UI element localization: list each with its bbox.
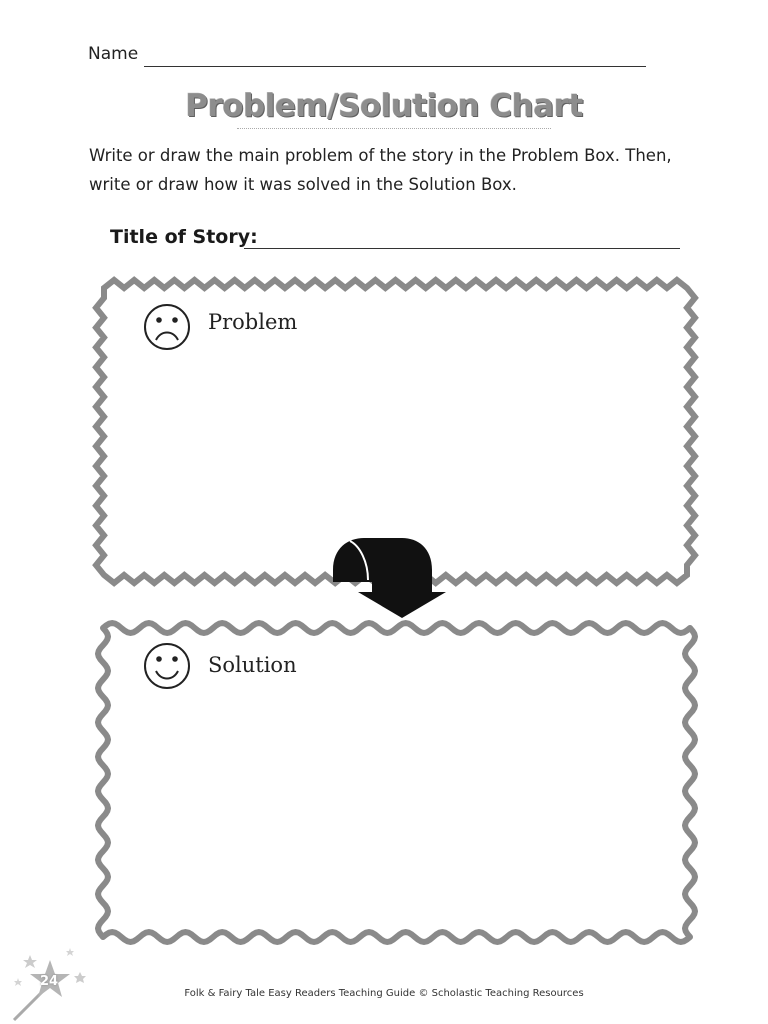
down-arrow-icon: [333, 538, 446, 618]
name-label: Name: [88, 44, 139, 64]
happy-face-icon: [145, 644, 189, 688]
sad-face-icon: [145, 305, 189, 349]
problem-box-frame[interactable]: [96, 280, 695, 583]
story-title-label: Title of Story:: [110, 226, 258, 248]
page-number: 24: [40, 974, 59, 989]
instructions-text: Write or draw the main problem of the story in the Problem Box. Then, write or draw how it was solved in the Solution Box.: [89, 146, 672, 194]
solution-box-label: Solution: [208, 653, 297, 677]
footer-credit: Folk & Fairy Tale Easy Readers Teaching Guide © Scholastic Teaching Resources: [184, 988, 584, 999]
page-title: Problem/Solution Chart: [185, 88, 583, 124]
problem-box-label: Problem: [208, 310, 298, 334]
